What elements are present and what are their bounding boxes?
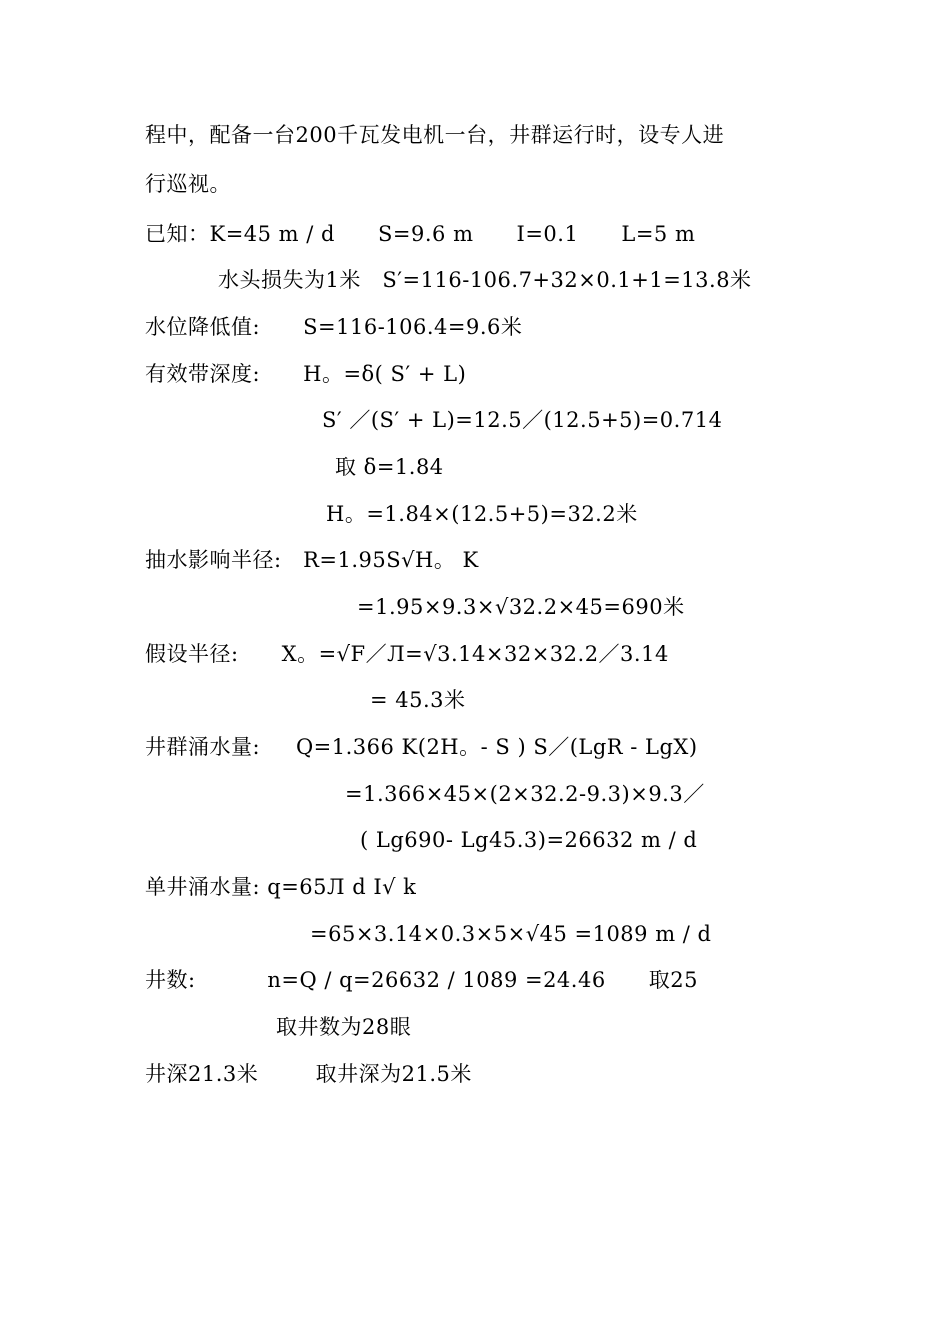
paragraph-line-2: 行巡视。 (145, 172, 231, 196)
delta-value-line: 取 δ=1.84 (335, 455, 444, 479)
group-inflow-calc-line: =1.366×45×(2×32.2-9.3)×9.3／ (345, 782, 705, 806)
h0-result-line: H。=1.84×(12.5+5)=32.2米 (326, 502, 638, 526)
well-count-line: 井数: n=Q / q=26632 / 1089 =24.46 取25 (145, 968, 698, 992)
influence-radius-result-line: =1.95×9.3×√32.2×45=690米 (357, 595, 685, 619)
group-inflow-result-line: ( Lg690- Lg45.3)=26632 m / d (360, 828, 698, 852)
single-well-inflow-result-line: =65×3.14×0.3×5×√45 =1089 m / d (310, 922, 712, 946)
well-depth-line: 井深21.3米 取井深为21.5米 (145, 1062, 472, 1086)
effective-zone-depth-line: 有效带深度: H。=δ( S′ + L) (145, 362, 467, 386)
given-values-line: 已知：K=45 m / d S=9.6 m I=0.1 L=5 m (145, 222, 696, 246)
influence-radius-line: 抽水影响半径: R=1.95S√H。 K (145, 548, 479, 572)
water-level-drop-line: 水位降低值: S=116-106.4=9.6米 (145, 315, 523, 339)
head-loss-line: 水头损失为1米 S′=116-106.7+32×0.1+1=13.8米 (218, 268, 752, 292)
single-well-inflow-line: 单井涌水量: q=65Л d I√ k (145, 875, 417, 899)
assumed-radius-line: 假设半径: X。=√F／Л=√3.14×32×32.2／3.14 (145, 642, 669, 666)
well-count-chosen-line: 取井数为28眼 (276, 1015, 412, 1039)
paragraph-line-1: 程中，配备一台200千瓦发电机一台，井群运行时，设专人进 (145, 123, 725, 147)
ratio-formula-line: S′ ／(S′ + L)=12.5／(12.5+5)=0.714 (322, 408, 723, 432)
group-inflow-line: 井群涌水量: Q=1.366 K(2H。- S ) S／(LgR - LgX) (145, 735, 698, 759)
assumed-radius-result-line: = 45.3米 (370, 688, 466, 712)
